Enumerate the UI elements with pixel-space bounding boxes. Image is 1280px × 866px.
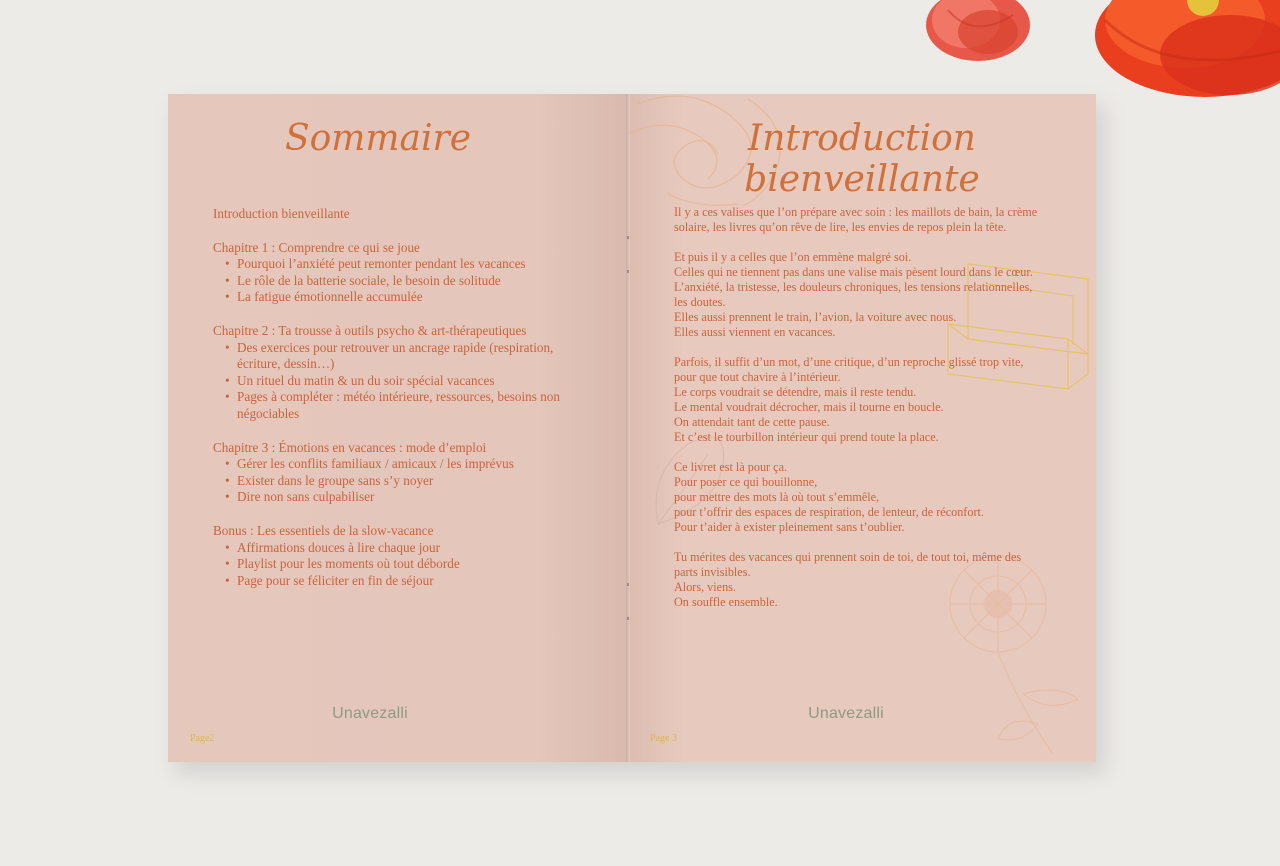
toc-section [213, 440, 593, 506]
right-page [628, 94, 1096, 762]
staple [627, 270, 629, 273]
intro-paragraph: Ce livret est là pour ça. Pour poser ce qui bouillonne, pour mettre des mots là où tout s’emmêle, pour t’offrir des espaces de respiration, de lenteur, de réconfort. Pour t’aider à exister pleinement sans t’oublier. [674, 460, 984, 534]
toc-heading: Chapitre 2 : Ta trousse à outils psycho & art-thérapeutiques [213, 322, 527, 338]
toc-section [213, 206, 593, 223]
toc-heading: Bonus : Les essentiels de la slow-vacance [213, 522, 434, 538]
toc-list [213, 540, 593, 590]
page-title: Sommaire [284, 118, 472, 159]
toc-item: • Page pour se féliciter en fin de séjour [225, 573, 593, 590]
left-page [168, 94, 628, 762]
toc-section [213, 323, 593, 423]
toc-item: • Exister dans le groupe sans s’y noyer [225, 473, 593, 490]
toc-heading: Chapitre 1 : Comprendre ce qui se joue [213, 239, 420, 255]
brand-name: Unavezalli [332, 705, 408, 722]
toc-list [213, 340, 593, 423]
intro-paragraph: Et puis il y a celles que l’on emmène malgré soi. Celles qui ne tiennent pas dans une valise mais pèsent lourd dans le cœur. L’anxiété, la tristesse, les douleurs chroniques, les tensions relationnelles, les doutes. Elles aussi prennent le train, l’avion, la voiture avec nous. Elles aussi viennent en vacances. [674, 250, 1033, 339]
page-number: Page 3 [650, 733, 677, 744]
poppy-flower-icon [918, 0, 1038, 65]
intro-paragraph: Il y a ces valises que l’on prépare avec soin : les maillots de bain, la crème solaire, les livres qu’on rêve de lire, les envies de repos plein la tête. [674, 205, 1038, 234]
table-of-contents [213, 206, 593, 606]
staple [627, 583, 629, 586]
intro-paragraph: Tu mérites des vacances qui prennent soin de toi, de tout toi, même des parts invisibles. Alors, viens. On souffle ensemble. [674, 550, 1022, 609]
toc-item: • Dire non sans culpabiliser [225, 489, 593, 506]
toc-list [213, 456, 593, 506]
toc-item: • La fatigue émotionnelle accumulée [225, 289, 593, 306]
brand-name: Unavezalli [808, 705, 884, 722]
toc-list [213, 256, 593, 306]
toc-heading: Introduction bienveillante [213, 206, 350, 221]
toc-heading: Chapitre 3 : Émotions en vacances : mode d’emploi [213, 439, 487, 455]
toc-item: • Des exercices pour retrouver un ancrage rapide (respiration, écriture, dessin…) [225, 340, 593, 373]
toc-item: • Le rôle de la batterie sociale, le besoin de solitude [225, 273, 593, 290]
toc-item: • Pages à compléter : météo intérieure, ressources, besoins non négociables [225, 389, 593, 422]
page-title: Introduction bienveillante [744, 118, 980, 200]
booklet-spine [626, 94, 630, 762]
staple [627, 236, 629, 239]
poppy-flower-icon [1085, 0, 1280, 100]
toc-item: • Playlist pour les moments où tout déborde [225, 556, 593, 573]
toc-section [213, 523, 593, 589]
toc-item: • Affirmations douces à lire chaque jour [225, 540, 593, 557]
toc-item: • Gérer les conflits familiaux / amicaux / les imprévus [225, 456, 593, 473]
introduction-text [674, 205, 1044, 625]
page-number: Page2 [190, 733, 215, 744]
toc-item: • Pourquoi l’anxiété peut remonter pendant les vacances [225, 256, 593, 273]
toc-section [213, 240, 593, 306]
toc-item: • Un rituel du matin & un du soir spécial vacances [225, 373, 593, 390]
staple [627, 617, 629, 620]
intro-paragraph: Parfois, il suffit d’un mot, d’une critique, d’un reproche glissé trop vite, pour que tout chavire à l’intérieur. Le corps voudrait se détendre, mais il reste tendu. Le mental voudrait décrocher, mais il tourne en boucle. On attendait tant de cette pause. Et c’est le tourbillon intérieur qui prend toute la place. [674, 355, 1024, 444]
